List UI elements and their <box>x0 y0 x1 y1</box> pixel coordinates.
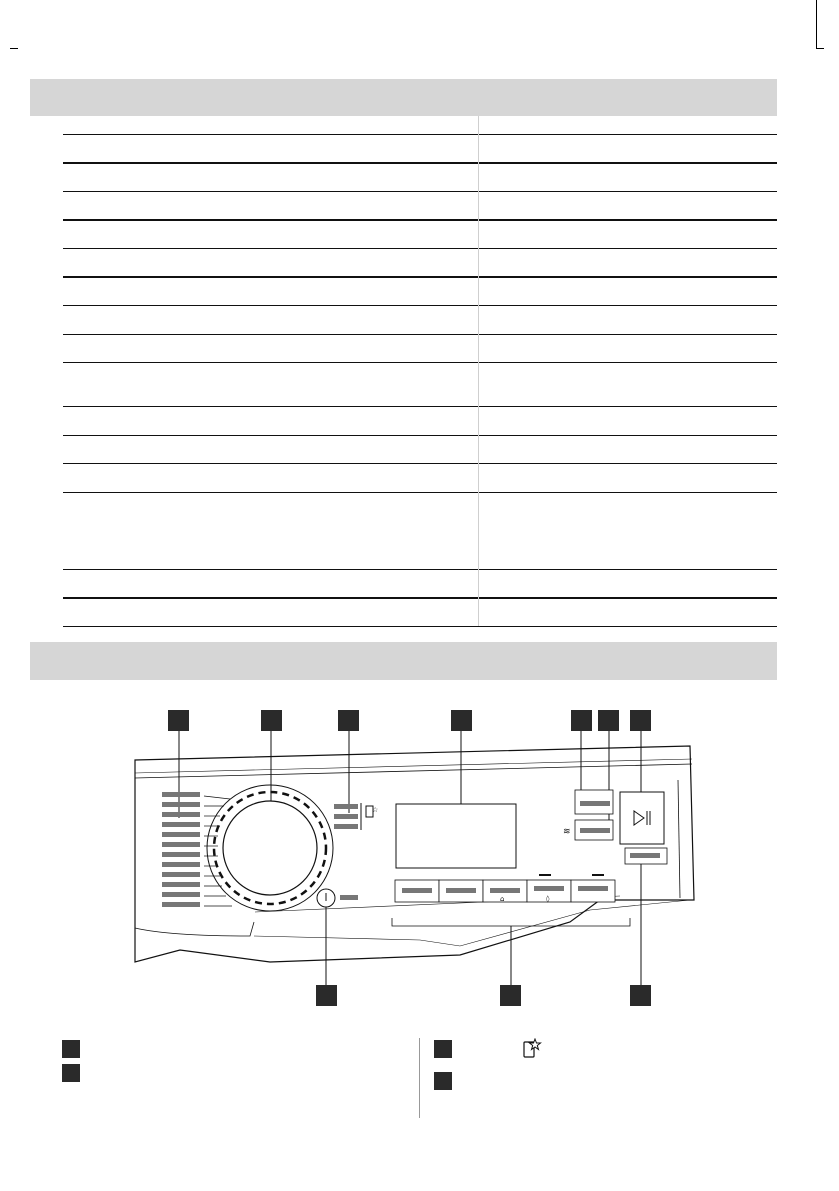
table-rule <box>63 626 777 627</box>
table-rule <box>63 248 777 249</box>
smartphone-star-icon <box>366 806 378 817</box>
control-panel-diagram <box>120 700 720 1010</box>
svg-text:☆: ☆ <box>372 806 379 814</box>
legend-marker-4 <box>434 1072 452 1090</box>
callout-1 <box>168 710 189 731</box>
crop-mark-top-right <box>816 48 824 49</box>
option-buttons <box>334 804 358 829</box>
lock-icon: ⌂ <box>500 895 505 903</box>
table-rule <box>63 191 777 192</box>
callout-3 <box>338 710 359 731</box>
legend-marker-2 <box>62 1064 80 1082</box>
table-rule <box>63 219 777 221</box>
program-list <box>162 792 200 907</box>
table-rule <box>63 134 777 135</box>
callout-7 <box>630 710 651 731</box>
callout-4 <box>451 710 472 731</box>
table-rule <box>63 305 777 306</box>
start-pause-button <box>620 792 664 844</box>
table-rule <box>63 334 777 335</box>
crop-mark-top-left <box>10 48 18 49</box>
drop-icon: ◊ <box>546 895 550 903</box>
legend-marker-1 <box>62 1040 80 1058</box>
table-rule <box>63 435 777 436</box>
wifi-remote-icon: ≋ <box>563 827 571 837</box>
table-rule <box>63 162 777 164</box>
table-rule <box>63 406 777 407</box>
smartphone-star-icon <box>522 1038 542 1060</box>
legend-marker-3 <box>434 1040 452 1058</box>
callout-8 <box>316 985 337 1006</box>
crop-mark-top-right-v <box>816 0 817 48</box>
table-column-separator <box>478 116 479 626</box>
display-screen <box>396 804 516 868</box>
spec-table <box>63 0 777 640</box>
table-rule <box>63 276 777 278</box>
callout-2 <box>261 710 282 731</box>
callout-10 <box>630 985 651 1006</box>
table-rule <box>63 569 777 570</box>
legend-divider <box>419 1038 420 1118</box>
program-knob <box>223 801 317 895</box>
table-rule <box>63 463 777 464</box>
crop-mark-top-left-v <box>10 0 11 48</box>
table-rule <box>63 362 777 363</box>
table-rule <box>63 597 777 599</box>
callout-6 <box>598 710 619 731</box>
callout-9 <box>500 985 521 1006</box>
table-rule <box>63 492 777 493</box>
section-header-band-2 <box>30 642 777 680</box>
legend <box>0 1038 839 1118</box>
callout-5 <box>571 710 592 731</box>
